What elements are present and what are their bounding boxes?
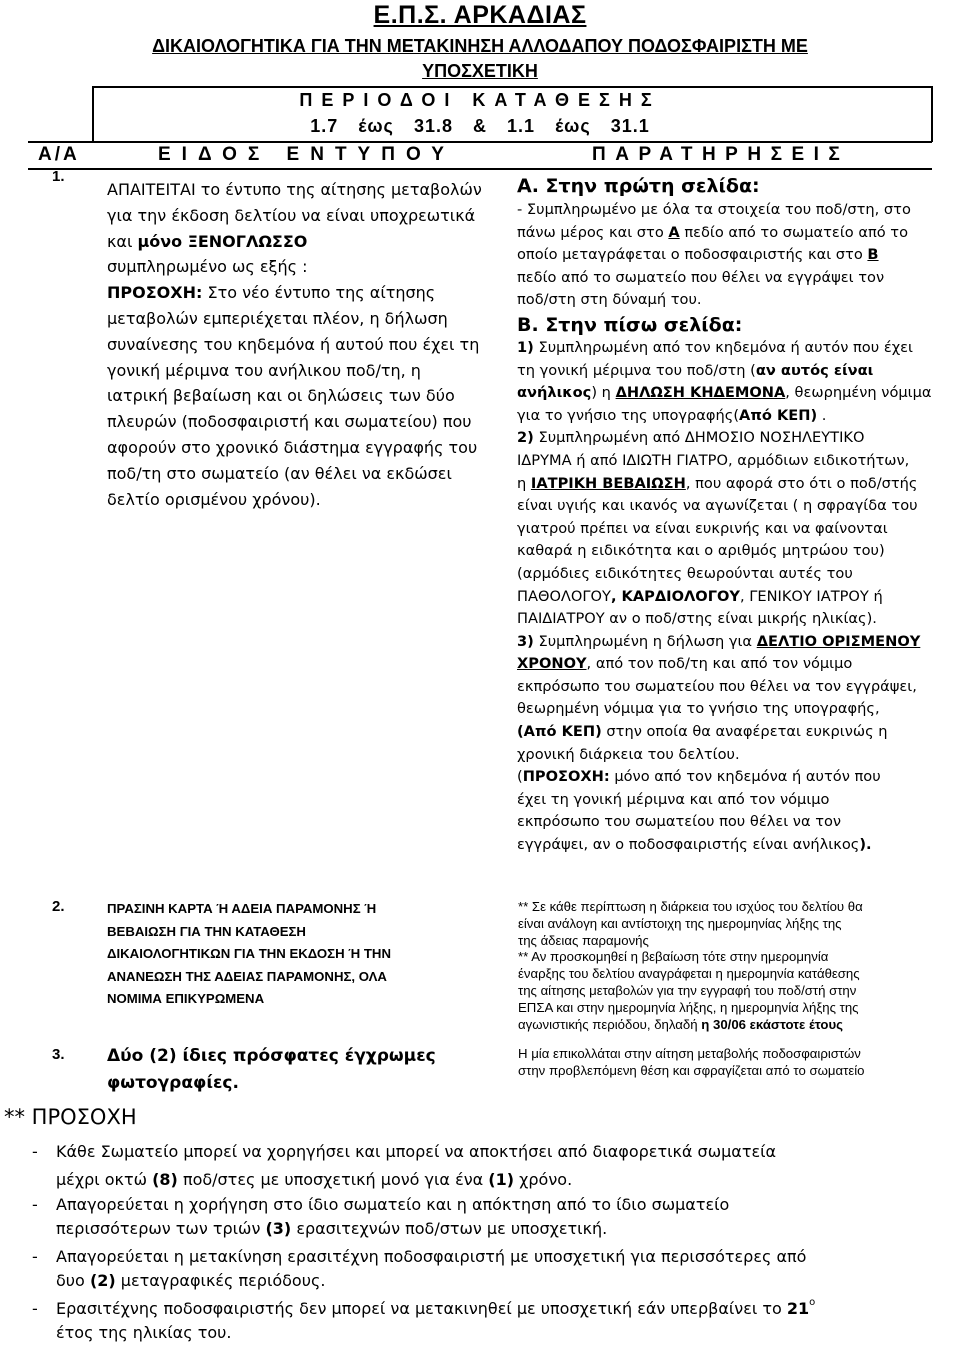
column-header-aa: Α/Α xyxy=(38,144,80,165)
remarks-section-a-heading: Α. Στην πρώτη σελίδα: xyxy=(517,175,760,197)
row2-remarks: ** Σε κάθε περίπτωση η διάρκεια του ισχύος του δελτίου θα είναι ανάλογη και αντίστοιχη της ημερομηνίας λήξης της της άδειας παραμονής ** Αν προσκομηθεί η βεβαίωση τότε στην ημερομηνία έναρξης του δελτίου αναγράφεται η ημερομηνία κατάθεσης της αίτησης μεταβολών για την εγγραφή του ποδ/στή στην ΕΠΣΑ και στην ημερομηνία λήξης, η ημερομηνία λήξης της αγωνιστικής περιόδου, δηλαδή η 30/06 εκάστοτε έτους xyxy=(518,899,863,1032)
row3-number: 3. xyxy=(52,1046,65,1063)
attention-bullet-1: Κάθε Σωματείο μπορεί να χορηγήσει και μπορεί να αποκτήσει από διαφορετικά σωματεία xyxy=(56,1142,777,1161)
row1-line: συμπληρωμένο ως εξής : xyxy=(107,257,308,277)
row1-requirement-text: ΑΠΑΙΤΕΙΤΑΙ το έντυπο της αίτησης μεταβολών για την έκδοση δελτίου να είναι υποχρεωτικά και μόνο ΞΕΝΟΓΛΩΣΣΟ συμπληρωμένο ως εξής : ΠΡΟΣΟΧΗ: Στο νέο έντυπο της αίτησης μεταβολών εμπεριέχεται πλέον, η δήλωση συναίνεσης του κηδεμόνα ή αυτού που έχει τη γονική μέριμνα του ανήλικου ποδ/τη, η ιατρική βεβαίωση και οι δηλώσεις των δύο πλευρών (ποδοσφαιριστή και σωματείου) που αφορούν στο χρονικό διάστημα εγγραφής του ποδ/τη στο σωματείο (αν θέλει να εκδώσει δελτίο ορισμένου χρόνου). xyxy=(107,177,517,512)
periods-label: ΠΕΡΙΟΔΟΙ ΚΑΤΑΘΕΣΗΣ xyxy=(299,90,661,110)
column-header-type: ΕΙΔΟΣ ΕΝΤΥΠΟΥ xyxy=(158,144,455,165)
row2-requirement-text: ΠΡΑΣΙΝΗ ΚΑΡΤΑ Ή ΑΔΕΙΑ ΠΑΡΑΜΟΝΗΣ Ή ΒΕΒΑΙΩΣΗ ΓΙΑ ΤΗΝ ΚΑΤΑΘΕΣΗ ΔΙΚΑΙΟΛΟΓΗΤΙΚΩΝ ΓΙΑ ΤΗΝ ΕΚΔΟΣΗ Ή ΤΗΝ ΑΝΑΝΕΩΣΗ ΤΗΣ ΑΔΕΙΑΣ ΠΑΡΑΜΟΝΗΣ, ΟΛΑ ΝΟΜΙΜΑ ΕΠΙΚΥΡΩΜΕΝΑ xyxy=(107,901,391,1006)
row1-line: δελτίο ορισμένου χρόνου). xyxy=(107,489,321,509)
attention-title: ** ΠΡΟΣΟΧΗ xyxy=(4,1105,137,1129)
attention-bullet-3: Απαγορεύεται η μετακίνηση ερασιτέχνη ποδοσφαιριστή με υποσχετική για περισσότερες από δυο (2) μεταγραφικές περιόδους. xyxy=(56,1247,807,1290)
periods-dates: 1.7 έως 31.8 & 1.1 έως 31.1 xyxy=(310,116,650,136)
row1-line: συναίνεσης του κηδεμόνα ή αυτού που έχει τη xyxy=(107,334,480,354)
row1-line: ΑΠΑΙΤΕΙΤΑΙ το έντυπο της αίτησης μεταβολών xyxy=(107,180,482,199)
row3-requirement-text: Δύο (2) ίδιες πρόσφατες έγχρωμες φωτογραφίες. xyxy=(107,1046,436,1093)
attention-bullet-4: Ερασιτέχνης ποδοσφαιριστής δεν μπορεί να μετακινηθεί με υποσχετική εάν υπερβαίνει το $21^o$ έτος της ηλικίας του. xyxy=(56,1297,816,1342)
bullet-dash: - xyxy=(32,1195,38,1214)
row3-remarks: Η μία επικολλάται στην αίτηση μεταβολής ποδοσφαιριστών στην προβλεπόμενη θέση και σφραγίζεται από το σωματείο xyxy=(518,1046,865,1078)
attention-bullet-2: Απαγορεύεται η χορήγηση στο ίδιο σωματείο και η απόκτηση από το ίδιο σωματείο περισσότερων των τριών (3) ερασιτεχνών ποδ/στων με υποσχετική. xyxy=(56,1195,730,1238)
remarks-section-b-heading: Β. Στην πίσω σελίδα: xyxy=(517,313,743,336)
row1-line: μεταβολών εμπεριέχεται πλέον, η δήλωση xyxy=(107,308,448,328)
bullet-dash: - xyxy=(32,1142,38,1161)
bullet-dash: - xyxy=(32,1247,38,1266)
attention-bullet-1-continued: μέχρι οκτώ (8) ποδ/στες με υποσχετική μονό για ένα (1) χρόνο. xyxy=(56,1170,573,1189)
table-rule-columns xyxy=(28,168,932,170)
row1-line: πλευρών (ποδοσφαιριστή και σωματείου) που xyxy=(107,412,472,432)
row1-line: ποδ/τη στο σωματείο (αν θέλει να εκδώσει xyxy=(107,463,452,483)
row1-line: ιατρική βεβαίωση και οι δηλώσεις των δύο xyxy=(107,386,455,406)
row1-number: 1. xyxy=(52,168,65,185)
document-subtitle-line1: ΔΙΚΑΙΟΛΟΓΗΤΙΚΑ ΓΙΑ ΤΗΝ ΜΕΤΑΚΙΝΗΣΗ ΑΛΛΟΔΑΠΟΥ ΠΟΔΟΣΦΑΙΡΙΣΤΗ ΜΕ xyxy=(152,36,808,56)
row1-line: γονική μέριμνα του ανήλικου ποδ/τη, η xyxy=(107,360,421,380)
document-subtitle-line2: ΥΠΟΣΧΕΤΙΚΗ xyxy=(422,61,538,81)
row1-line: για την έκδοση δελτίου να είναι υποχρεωτικά xyxy=(107,205,476,225)
row1-line: αφορούν στο χρονικό διάστημα εγγραφής του xyxy=(107,437,478,457)
row2-number: 2. xyxy=(52,898,65,915)
document-title: Ε.Π.Σ. ΑΡΚΑΔΙΑΣ xyxy=(373,1,587,29)
column-header-remarks: ΠΑΡΑΤΗΡΗΣΕΙΣ xyxy=(592,144,850,165)
bullet-dash: - xyxy=(32,1299,38,1318)
row1-remarks: Α. Στην πρώτη σελίδα: - Συμπληρωμένο με όλα τα στοιχεία του ποδ/στη, στο πάνω μέρος και στο Α πεδίο από το σωματείο από το οποίο μεταγράφεται ο ποδοσφαιριστής και στο Β πεδίο από το σωματείο που θέλει να εγγράψει τον ποδ/στη στη δύναμή του. Β. Στην πίσω σελίδα: 1) Συμπληρωμένη από τον κηδεμόνα ή αυτόν που έχει τη γονική μέριμνα του ποδ/στη (αν αυτός είναι ανήλικος) η ΔΗΛΩΣΗ ΚΗΔΕΜΟΝΑ, θεωρημένη νόμιμα για το γνήσιο της υπογραφής(Από ΚΕΠ) . 2) Συμπληρωμένη από ΔΗΜΟΣΙΟ ΝΟΣΗΛΕΥΤΙΚΟ ΙΔΡΥΜΑ ή από ΙΔΙΩΤΗ ΓΙΑΤΡΟ, αρμόδιων ειδικοτήτων, η ΙΑΤΡΙΚΗ ΒΕΒΑΙΩΣΗ, που αφορά στο ότι ο ποδ/στής είναι υγιής και ικανός να αγωνίζεται ( η σφραγίδα του γιατρού πρέπει να είναι ευκρινής και να φαίνονται καθαρά η ειδικότητα και ο αριθμός μητρώου του) (αρμόδιες ειδικότητες θεωρούνται αυτές του ΠΑΘΟΛΟΓΟΥ, ΚΑΡΔΙΟΛΟΓΟΥ, ΓΕΝΙΚΟΥ ΙΑΤΡΟΥ ή ΠΑΙΔΙΑΤΡΟΥ αν ο ποδ/στης είναι μικρής ηλικίας). 3) Συμπληρωμένη η δήλωση για ΔΕΛΤΙΟ ΟΡΙΣΜΕΝΟΥ ΧΡΟΝΟΥ, από τον ποδ/τη και από τον νόμιμο εκπρόσωπο του σωματείου που θέλει να τον εγγράψει, θεωρημένη νόμιμα για το γνήσιο της υπογραφής, (Από ΚΕΠ) στην οποία θα αναφέρεται ευκρινώς η χρονική διάρκεια του δελτίου. (ΠΡΟΣΟΧΗ: μόνο από τον κηδεμόνα ή αυτόν που έχει τη γονική μέριμνα και από τον νόμιμο εκπρόσωπο του σωματείου που θέλει να τον εγγράψει, αν ο ποδοσφαιριστής είναι ανήλικος). xyxy=(517,174,942,857)
